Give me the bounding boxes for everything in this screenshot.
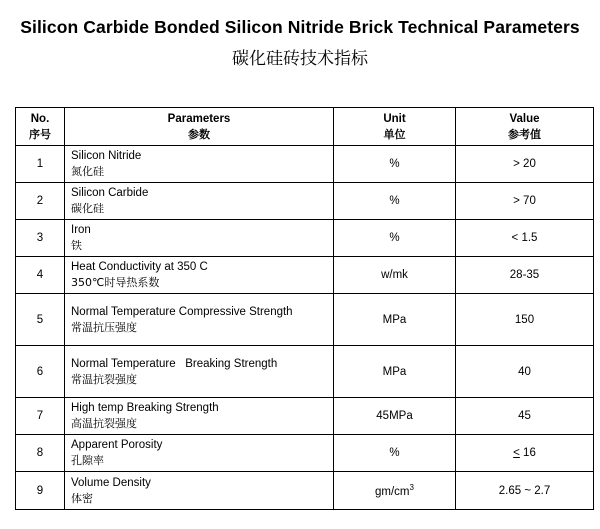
less-equal-sign: <	[513, 447, 520, 459]
row-unit: MPa	[334, 294, 456, 346]
row-value	[456, 435, 594, 472]
row-unit	[334, 472, 456, 510]
row-parameter	[65, 398, 334, 435]
parameter-en: Apparent Porosity	[71, 439, 163, 451]
table-row	[16, 257, 594, 294]
table-row	[16, 398, 594, 435]
header-value	[456, 108, 594, 146]
row-unit: %	[334, 435, 456, 472]
row-value: 40	[456, 346, 594, 398]
row-parameter	[65, 294, 334, 346]
header-parameters-zh: 参数	[188, 127, 210, 141]
table-row	[16, 294, 594, 346]
parameter-zh: 体密	[71, 491, 93, 505]
unit-base: gm/cm	[375, 485, 410, 498]
row-unit: %	[334, 146, 456, 183]
parameter-zh: 孔隙率	[71, 454, 104, 467]
parameter-zh: 350℃时导热系数	[71, 276, 160, 289]
row-unit: %	[334, 183, 456, 220]
row-value: 2.65 ~ 2.7	[456, 472, 594, 510]
row-value: > 70	[456, 183, 594, 220]
row-value: > 20	[456, 146, 594, 183]
row-parameter	[65, 346, 334, 398]
row-value: 45	[456, 398, 594, 435]
header-unit-zh: 单位	[383, 127, 406, 141]
row-number: 6	[16, 346, 65, 398]
parameter-zh: 高温抗裂强度	[71, 417, 137, 430]
parameter-zh: 常温抗裂强度	[71, 372, 137, 386]
row-parameter	[65, 435, 334, 472]
row-unit: MPa	[334, 346, 456, 398]
header-value-zh: 参考值	[508, 127, 541, 141]
header-unit-en: Unit	[383, 112, 406, 125]
table-header-row	[16, 108, 594, 146]
row-number: 4	[16, 257, 65, 294]
row-value: 150	[456, 294, 594, 346]
row-value: 28-35	[456, 257, 594, 294]
header-parameters-en: Parameters	[167, 112, 231, 125]
value-number: 16	[519, 447, 536, 459]
parameter-en: High temp Breaking Strength	[71, 402, 219, 414]
table-row	[16, 183, 594, 220]
row-parameter	[65, 183, 334, 220]
parameter-zh: 铁	[71, 239, 82, 252]
unit-superscript: 3	[409, 483, 414, 493]
row-number: 5	[16, 294, 65, 346]
page-title: Silicon Carbide Bonded Silicon Nitride Brick Technical Parameters	[20, 17, 580, 37]
parameter-en: Normal Temperature Compressive Strength	[71, 305, 293, 318]
parameter-en: Volume Density	[71, 476, 151, 489]
parameter-en: Silicon Nitride	[71, 150, 142, 162]
header-value-en: Value	[509, 112, 540, 125]
header-no-en: No.	[30, 112, 50, 125]
row-number: 2	[16, 183, 65, 220]
parameters-table	[15, 107, 594, 510]
parameter-zh: 常温抗压强度	[71, 320, 137, 334]
header-parameters	[65, 108, 334, 146]
table-row	[16, 435, 594, 472]
row-parameter	[65, 472, 334, 510]
parameter-en: Silicon Carbide	[71, 187, 149, 199]
row-number: 7	[16, 398, 65, 435]
row-parameter	[65, 257, 334, 294]
table-row	[16, 346, 594, 398]
parameter-en: Iron	[71, 224, 91, 236]
parameter-zh: 氮化硅	[71, 165, 104, 178]
row-unit: %	[334, 220, 456, 257]
table-row	[16, 220, 594, 257]
row-parameter	[65, 146, 334, 183]
row-number: 9	[16, 472, 65, 510]
parameter-zh: 碳化硅	[71, 202, 104, 215]
header-no-zh: 序号	[29, 127, 51, 141]
row-number: 1	[16, 146, 65, 183]
parameter-en: Normal Temperature Breaking Strength	[71, 357, 278, 370]
header-unit	[334, 108, 456, 146]
page-subtitle-chinese: 碳化硅砖技术指标	[232, 49, 368, 69]
row-number: 8	[16, 435, 65, 472]
row-unit: w/mk	[334, 257, 456, 294]
table-row	[16, 472, 594, 510]
row-unit: 45MPa	[334, 398, 456, 435]
parameter-en: Heat Conductivity at 350 C	[71, 261, 208, 273]
table-row	[16, 146, 594, 183]
header-no	[16, 108, 65, 146]
row-value: < 1.5	[456, 220, 594, 257]
row-parameter	[65, 220, 334, 257]
row-number: 3	[16, 220, 65, 257]
